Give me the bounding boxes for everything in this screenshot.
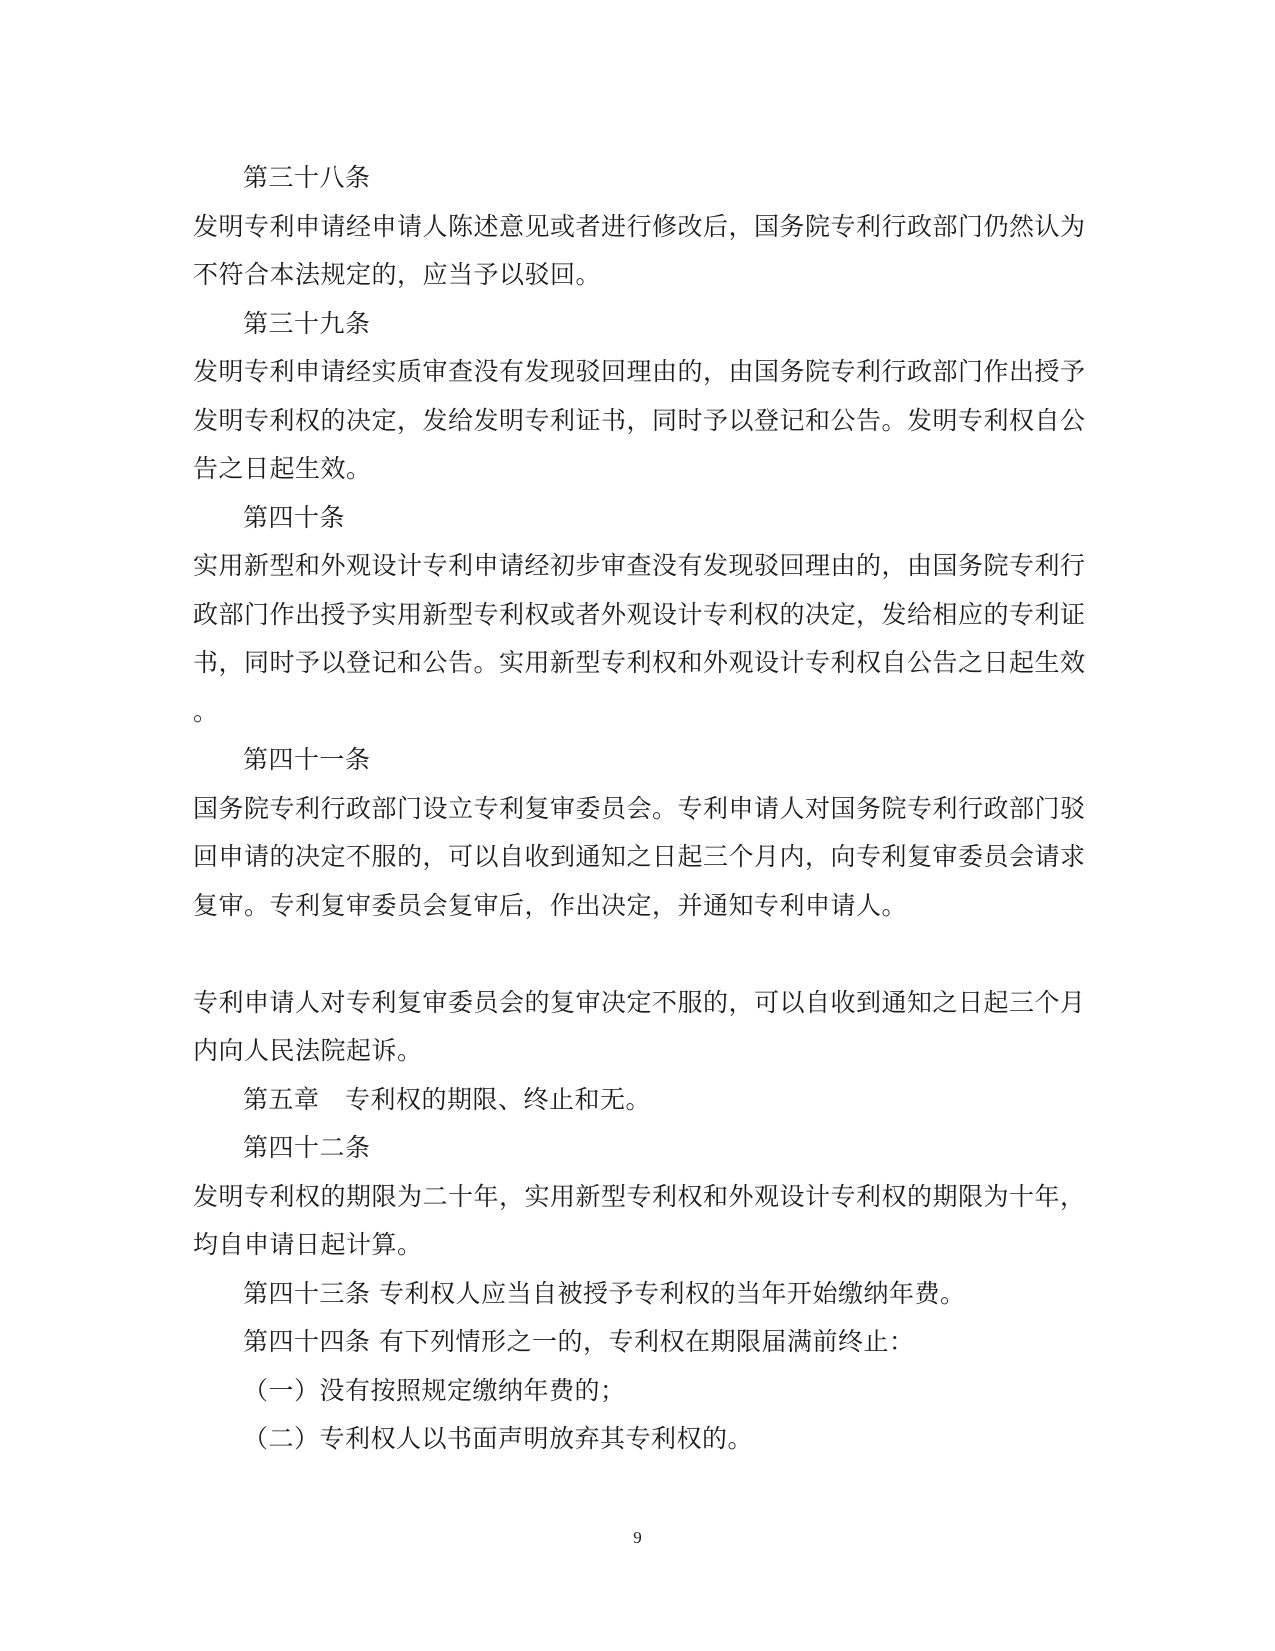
text-line: 第四十三条 专利权人应当自被授予专利权的当年开始缴纳年费。	[243, 1278, 966, 1308]
text-line: 政部门作出授予实用新型专利权或者外观设计专利权的决定，发给相应的专利证	[193, 599, 1086, 629]
text-line: 复审。专利复审委员会复审后，作出决定，并通知专利申请人。	[193, 890, 908, 920]
text-line: 第三十九条	[243, 308, 371, 338]
text-line: 第三十八条	[243, 163, 371, 192]
text-line: （一）没有按照规定缴纳年费的；	[243, 1375, 626, 1405]
text-line: 不符合本法规定的，应当予以驳回。	[193, 260, 602, 289]
text-line: 发明专利申请经实质审查没有发现驳回理由的，由国务院专利行政部门作出授予	[193, 357, 1086, 386]
text-line: 第四十二条	[243, 1133, 371, 1162]
text-line: 告之日起生效。	[193, 454, 372, 483]
text-line: 第四十四条 有下列情形之一的，专利权在期限届满前终止：	[243, 1327, 915, 1356]
text-line: 均自申请日起计算。	[193, 1230, 423, 1259]
text-line: （二）专利权人以书面声明放弃其专利权的。	[243, 1424, 754, 1453]
text-line: 。	[193, 696, 219, 726]
page-number: 9	[633, 1528, 642, 1547]
text-line: 发明专利权的期限为二十年，实用新型专利权和外观设计专利权的期限为十年，	[193, 1181, 1086, 1211]
text-line: 书，同时予以登记和公告。实用新型专利权和外观设计专利权自公告之日起生效	[193, 648, 1086, 677]
text-line: 国务院专利行政部门设立专利复审委员会。专利申请人对国务院专利行政部门驳	[193, 793, 1086, 823]
text-line: 发明专利权的决定，发给发明专利证书，同时予以登记和公告。发明专利权自公	[193, 405, 1086, 435]
text-line: 第四十条	[243, 502, 346, 532]
text-line: 第四十一条	[243, 745, 371, 774]
blank-line	[193, 930, 1073, 979]
document-body	[193, 154, 1086, 1464]
text-line: 回申请的决定不服的，可以自收到通知之日起三个月内，向专利复审委员会请求	[193, 842, 1086, 871]
text-line: 第五章 专利权的期限、终止和无。	[243, 1084, 652, 1114]
text-line: 实用新型和外观设计专利申请经初步审查没有发现驳回理由的，由国务院专利行	[193, 551, 1086, 580]
text-line: 内向人民法院起诉。	[193, 1036, 423, 1065]
text-line: 专利申请人对专利复审委员会的复审决定不服的，可以自收到通知之日起三个月	[193, 987, 1086, 1017]
text-line: 发明专利申请经申请人陈述意见或者进行修改后，国务院专利行政部门仍然认为	[193, 211, 1086, 241]
